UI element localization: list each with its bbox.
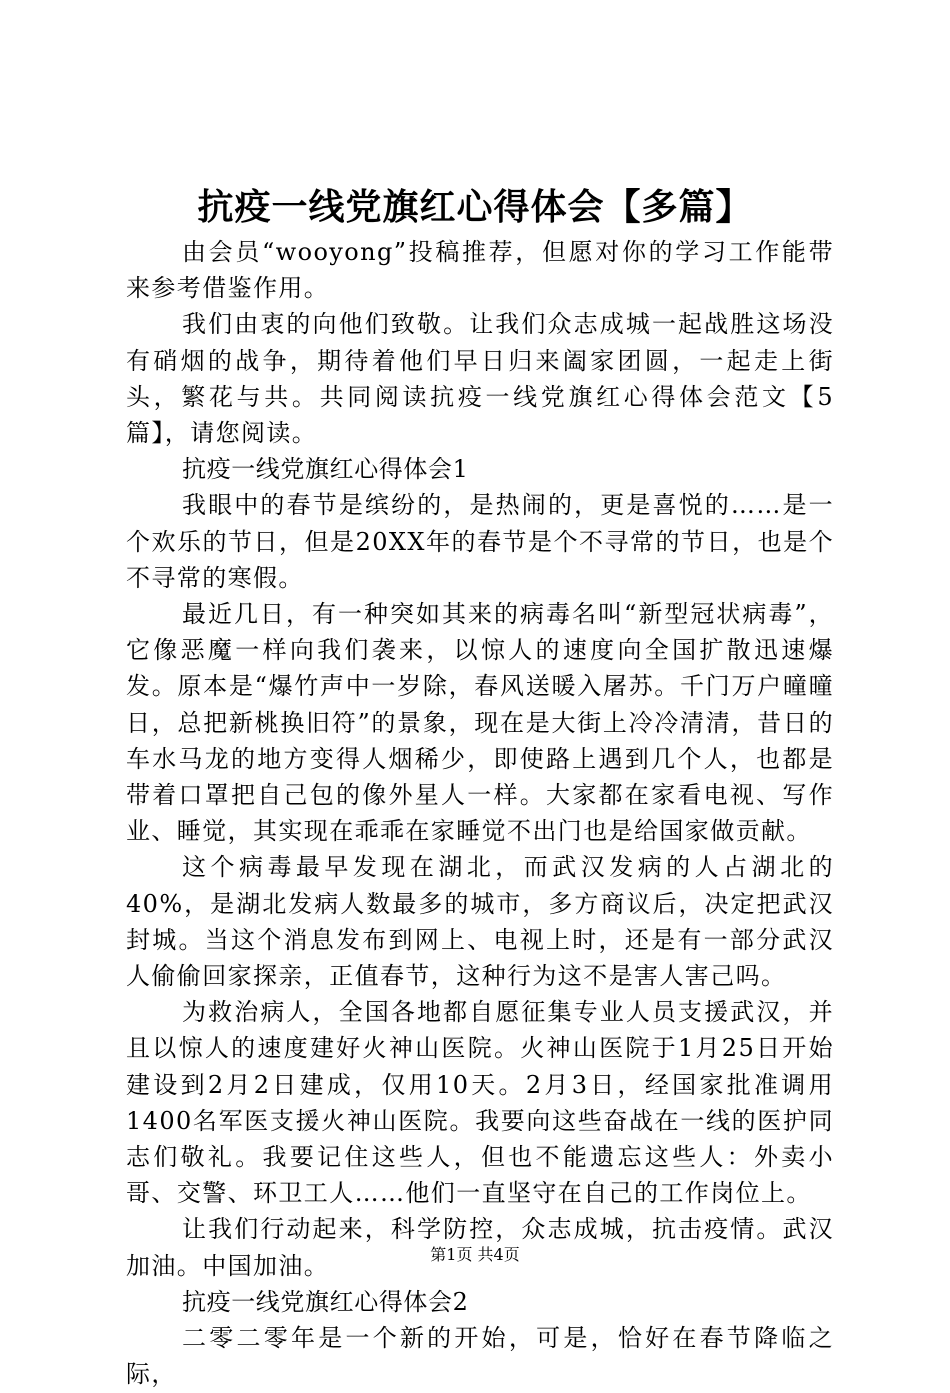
section-heading: 抗疫一线党旗红心得体会2 — [182, 1287, 469, 1316]
document-body — [126, 234, 834, 1393]
section-heading: 抗疫一线党旗红心得体会1 — [182, 455, 469, 484]
body-paragraph: 我们由衷的向他们致敬。让我们众志成城一起战胜这场没有硝烟的战争，期待着他们早日归来阖家团圆，一起走上街头，繁花与共。共同阅读抗疫一线党旗红心得体会范文【5篇】，请您阅读。 — [126, 310, 834, 448]
document-title: 抗疫一线党旗红心得体会【多篇】 — [197, 187, 753, 228]
body-paragraph: 让我们行动起来，科学防控，众志成城，抗击疫情。武汉加油。中国加油。 — [126, 1215, 834, 1280]
body-paragraph: 我眼中的春节是缤纷的，是热闹的，更是喜悦的……是一个欢乐的节日，但是20XX年的春节是个不寻常的节日，也是个不寻常的寒假。 — [126, 491, 834, 592]
intro-paragraph: 由会员“wooyong”投稿推荐，但愿对你的学习工作能带来参考借鉴作用。 — [126, 238, 834, 303]
body-paragraph: 为救治病人，全国各地都自愿征集专业人员支援武汉，并且以惊人的速度建好火神山医院。火神山医院于1月25日开始建设到2月2日建成，仅用10天。2月3日，经国家批准调用1400名军医支援火神山医院。我要向这些奋战在一线的医护同志们敬礼。我要记住这些人，但也不能遗忘这些人：外卖小哥、交警、环卫工人……他们一直坚守在自己的工作岗位上。 — [126, 998, 834, 1208]
body-paragraph: 这个病毒最早发现在湖北，而武汉发病的人占湖北的40%，是湖北发病人数最多的城市，多方商议后，决定把武汉封城。当这个消息发布到网上、电视上时，还是有一部分武汉人偷偷回家探亲，正值春节，这种行为这不是害人害己吗。 — [126, 853, 834, 991]
body-paragraph: 二零二零年是一个新的开始，可是，恰好在春节降临之际， — [126, 1324, 834, 1389]
page-footer: 第1页 共4页 — [430, 1245, 520, 1264]
body-paragraph: 最近几日，有一种突如其来的病毒名叫“新型冠状病毒”，它像恶魔一样向我们袭来，以惊人的速度向全国扩散迅速爆发。原本是“爆竹声中一岁除，春风送暖入屠苏。千门万户曈曈日，总把新桃换旧符”的景象，现在是大街上冷冷清清，昔日的车水马龙的地方变得人烟稀少，即使路上遇到几个人，也都是带着口罩把自己包的像外星人一样。大家都在家看电视、写作业、睡觉，其实现在乖乖在家睡觉不出门也是给国家做贡献。 — [126, 600, 834, 846]
